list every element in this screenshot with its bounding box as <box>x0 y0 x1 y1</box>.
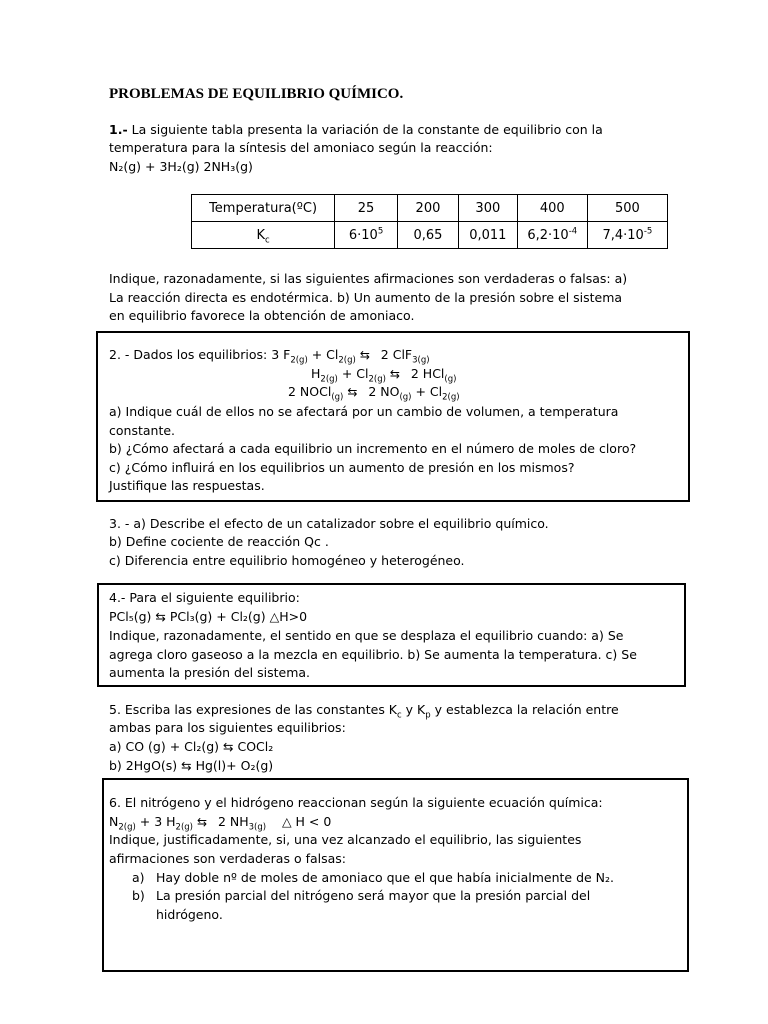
problem-5-line-2: ambas para los siguientes equilibrios: <box>109 720 346 735</box>
kc-table-row-kc <box>192 222 668 249</box>
problem-1-line-2: temperatura para la síntesis del amoniaco según la reacción: <box>109 140 493 155</box>
kc-table-cell: $7,4\cdot 10^{-5}$ <box>587 222 667 249</box>
problem-4-equation: PCl₅(g) ⇆ PCl₃(g) + Cl₂(g) △H>0 <box>109 609 308 624</box>
problem-1-question-line-2: La reacción directa es endotérmica. b) Un aumento de la presión sobre el sistema <box>109 290 623 305</box>
problem-2-equilibrium-3: 2 NOCl$_{(g)}$ ⇆ 2 $NO_{(g)} + Cl_{2(g)}$ <box>288 384 460 403</box>
problem-6-equation: $N_{2(g)} + 3$ $H_{2(g)}$ ⇆ 2 $NH_{3(g)}$ △ H < 0 <box>109 814 332 833</box>
kc-table-header-temperature: Temperatura(ºC) <box>192 195 335 222</box>
problem-5-equilibrium-a: a) CO (g) + Cl₂(g) ⇆ COCl₂ <box>109 739 274 754</box>
kc-table-cell: 300 <box>458 195 517 222</box>
problem-6-line-3: Indique, justificadamente, si, una vez alcanzado el equilibrio, las siguientes <box>109 832 582 847</box>
problem-6-item-b: La presión parcial del nitrógeno será mayor que la presión parcial del <box>156 888 591 903</box>
kc-table-cell: 400 <box>517 195 587 222</box>
problem-1-question-line-1: Indique, razonadamente, si las siguientes afirmaciones son verdaderas o falsas: a) <box>109 271 628 286</box>
problem-2-question-b: b) ¿Cómo afectará a cada equilibrio un incremento en el número de moles de cloro? <box>109 441 637 456</box>
kc-table <box>191 194 668 249</box>
problem-6-item-a: Hay doble nº de moles de amoniaco que el que había inicialmente de N₂. <box>156 870 615 885</box>
problem-2-question-a: a) Indique cuál de ellos no se afectará por un cambio de volumen, a temperatura <box>109 404 619 419</box>
problem-6-item-b-cont: hidrógeno. <box>156 907 223 922</box>
kc-table-cell: 0,011 <box>458 222 517 249</box>
problem-2-equilibrium-1: 2. - Dados los equilibrios: 3 $F_{2(g)} + Cl_{2(g)}$ ⇆ 2 ClF$_{3(g)}$ <box>109 347 430 366</box>
kc-table-row-temperature <box>192 195 668 222</box>
problem-1-text: La siguiente tabla presenta la variación de la constante de equilibrio con la <box>131 122 603 137</box>
problem-2-equilibrium-2: $H_{2(g)} + Cl_{2(g)}$ ⇆ 2 HCl$_{(g)}$ <box>311 366 457 385</box>
kc-table-cell: 200 <box>398 195 459 222</box>
kc-table-cell: 0,65 <box>398 222 459 249</box>
kc-table-cell: $6\cdot 10^5$ <box>335 222 398 249</box>
problem-5-line-1: 5. Escriba las expresiones de las constantes $K_c$ y $K_p$ y establezca la relación entre <box>109 702 619 721</box>
problem-5-equilibrium-b: b) 2HgO(s) ⇆ Hg(l)+ O₂(g) <box>109 758 274 773</box>
problem-1-reaction: N₂(g) + 3H₂(g) 2NH₃(g) <box>109 159 253 174</box>
problem-2-question-c: c) ¿Cómo influirá en los equilibrios un aumento de presión en los mismos? <box>109 460 575 475</box>
problem-6-item-a-label: a) <box>132 870 145 885</box>
problem-3-question-c: c) Diferencia entre equilibrio homogéneo y heterogéneo. <box>109 553 465 568</box>
kc-table-cell: 25 <box>335 195 398 222</box>
problem-3-question-a: 3. - a) Describe el efecto de un catalizador sobre el equilibrio químico. <box>109 516 549 531</box>
problem-1-line-1 <box>109 121 603 140</box>
problem-2-question-a-cont: constante. <box>109 423 176 438</box>
problem-1-question-line-3: en equilibrio favorece la obtención de amoniaco. <box>109 308 415 323</box>
problem-4-line-3: aumenta la presión del sistema. <box>109 665 311 680</box>
problem-6-item-b-label: b) <box>132 888 145 903</box>
problem-6-line-4: afirmaciones son verdaderas o falsas: <box>109 851 346 866</box>
kc-table-header-kc: $K_c$ <box>192 222 335 249</box>
kc-table-cell: 500 <box>587 195 667 222</box>
problem-4-line-2: agrega cloro gaseoso a la mezcla en equilibrio. b) Se aumenta la temperatura. c) Se <box>109 647 637 662</box>
problem-6-intro: 6. El nitrógeno y el hidrógeno reaccionan según la siguiente ecuación química: <box>109 795 603 810</box>
problem-4-line-1: Indique, razonadamente, el sentido en que se desplaza el equilibrio cuando: a) Se <box>109 628 624 643</box>
kc-table-cell: $6,2\cdot 10^{-4}$ <box>517 222 587 249</box>
problem-2-justify: Justifique las respuestas. <box>109 478 265 493</box>
page-title: PROBLEMAS DE EQUILIBRIO QUÍMICO. <box>109 86 404 102</box>
problem-4-intro: 4.- Para el siguiente equilibrio: <box>109 590 300 605</box>
problem-3-question-b: b) Define cociente de reacción Qc . <box>109 534 329 549</box>
problem-1-number: 1.- <box>109 122 128 137</box>
